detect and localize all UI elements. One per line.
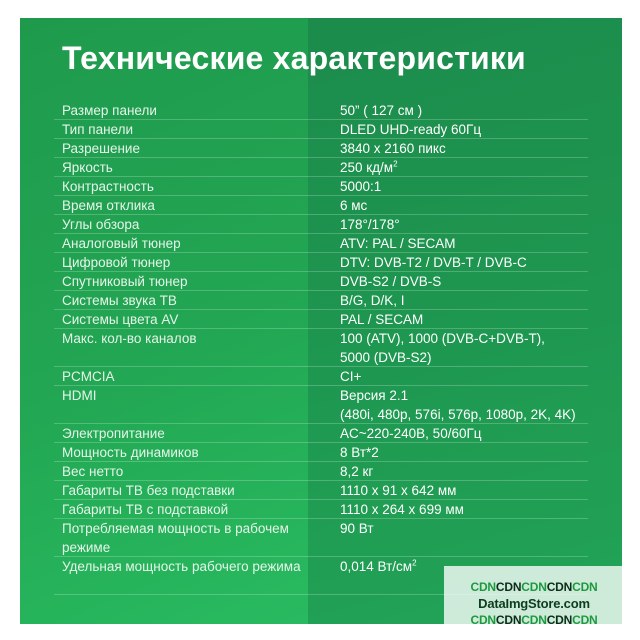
spec-value [340,272,610,291]
watermark-segment: CDN [546,580,573,594]
spec-value [340,234,610,253]
spec-value-line: AC~220-240В, 50/60Гц [340,426,482,441]
spec-row [20,177,622,196]
spec-row [20,120,622,139]
spec-row [20,196,622,215]
spec-value-line: 1110 х 264 х 699 мм [340,502,464,517]
spec-row [20,101,622,120]
page-title: Технические характеристики [62,40,526,76]
spec-value-line: 6 мс [340,198,368,213]
spec-row [20,272,622,291]
spec-row [20,234,622,253]
spec-label: Спутниковый тюнер [62,274,188,289]
spec-value-line: 250 $кд/м^2$ [340,159,398,175]
spec-label: Удельная мощность рабочего режима [62,559,301,574]
spec-row [20,424,622,443]
spec-value-line: ATV: PAL / SECAM [340,236,456,251]
spec-row [20,139,622,158]
superscript: 2 [412,558,417,568]
spec-label: PCMCIA [62,369,115,384]
watermark-bottom-line [444,613,624,627]
spec-label: Электропитание [62,426,165,441]
spec-value-line: 8 Вт*2 [340,445,379,460]
spec-value-line: PAL / SECAM [340,312,424,327]
spec-row [20,481,622,500]
spec-row [20,519,622,557]
spec-value [340,139,610,158]
spec-value [340,424,610,443]
spec-value [340,367,610,386]
spec-value-line: 5000 (DVB-S2) [340,350,432,365]
spec-value-line: CI+ [340,369,362,384]
spec-value [340,120,610,139]
spec-value [340,519,610,538]
spec-value [340,158,610,177]
spec-row [20,291,622,310]
spec-row [20,329,622,367]
spec-value-line: 0,014 $Вт/см^2$ [340,558,417,574]
spec-value [340,310,610,329]
spec-value-line: 90 Вт [340,521,374,536]
spec-value-line: 8,2 кг [340,464,374,479]
spec-label: HDMI [62,388,97,403]
spec-label: Аналоговый тюнер [62,236,181,251]
spec-row [20,386,622,424]
spec-value [340,500,610,519]
spec-row [20,310,622,329]
spec-value [340,481,610,500]
spec-value-line: 1110 х 91 х 642 мм [340,483,457,498]
spec-value [340,443,610,462]
spec-label: Вес нетто [62,464,124,479]
spec-value [340,177,610,196]
spec-value [340,386,610,424]
spec-value [340,462,610,481]
spec-label: Яркость [62,160,113,175]
spec-value [340,215,610,234]
watermark-segment: CDN [495,580,522,594]
watermark-segment: CDN [572,613,598,627]
spec-label: Время отклика [62,198,155,213]
watermark-top-line [444,580,624,594]
spec-value-line: DVB-S2 / DVB-S [340,274,442,289]
watermark-segment: CDN [495,613,522,627]
spec-value-line: 5000:1 [340,179,382,194]
spec-sheet-panel [20,18,622,624]
spec-value-line: Версия 2.1 [340,388,409,403]
spec-label: Системы цвета AV [62,312,179,327]
watermark-segment: CDN [572,580,598,594]
watermark-segment: CDN [521,580,547,594]
spec-row [20,443,622,462]
spec-label: Разрешение [62,141,140,156]
spec-value-line: 3840 х 2160 пикс [340,141,446,156]
spec-row [20,253,622,272]
spec-value-line: DTV: DVB-T2 / DVB-T / DVB-C [340,255,527,270]
spec-value-line: 178°/178° [340,217,400,232]
watermark-segment: CDN [546,613,573,627]
watermark-segment: CDN [470,613,496,627]
spec-label: Габариты ТВ без подставки [62,483,235,498]
spec-value-line: 50” ( 127 см ) [340,103,423,118]
spec-row [20,158,622,177]
spec-label: Тип панели [62,122,134,137]
spec-value-line: 100 (ATV), 1000 (DVB-C+DVB-T), [340,331,545,346]
spec-value [340,291,610,310]
spec-value-line: B/G, D/K, I [340,293,405,308]
watermark-segment: CDN [470,580,496,594]
spec-value [340,253,610,272]
spec-label: Углы обзора [62,217,140,232]
spec-label: Макс. кол-во каналов [62,331,197,346]
watermark-stamp [444,566,624,630]
watermark-segment: CDN [521,613,547,627]
watermark-site-name: DataImgStore.com [478,596,590,611]
spec-value-line: DLED UHD-ready 60Гц [340,122,482,137]
spec-value-line: (480i, 480p, 576i, 576p, 1080p, 2K, 4K) [340,407,576,422]
spec-row [20,215,622,234]
spec-label: Системы звука ТВ [62,293,177,308]
spec-value [340,329,610,367]
spec-label: Потребляемая мощность в рабочем режиме [62,521,289,555]
spec-label: Контрастность [62,179,154,194]
spec-label: Цифровой тюнер [62,255,171,270]
spec-value [340,196,610,215]
spec-label: Габариты ТВ с подставкой [62,502,229,517]
spec-label: Размер панели [62,103,157,118]
spec-value [340,101,610,120]
spec-row [20,367,622,386]
superscript: 2 [393,159,398,169]
spec-row [20,500,622,519]
spec-row [20,462,622,481]
spec-label: Мощность динамиков [62,445,199,460]
